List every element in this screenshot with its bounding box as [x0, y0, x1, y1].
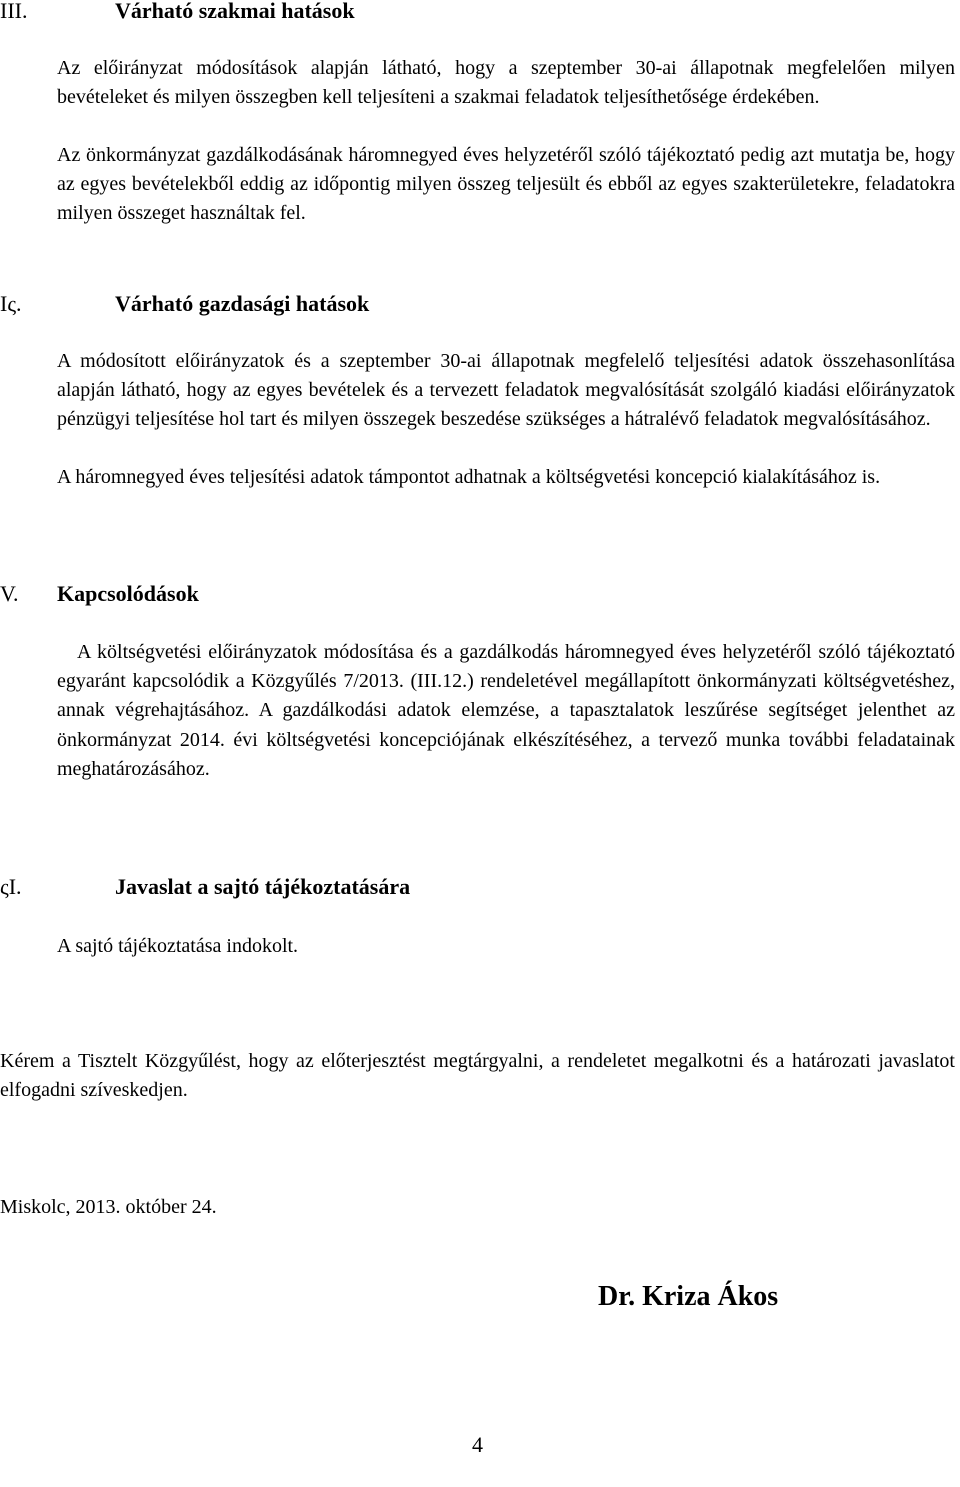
- section-number: V.: [0, 581, 19, 606]
- page-number: 4: [472, 1432, 483, 1457]
- paragraph: A költségvetési előirányzatok módosítása és a gazdálkodás háromnegyed éves helyzetéről szóló tájékoztató egyaránt kapcsolódik a Közgyűlés 7/2013. (III.12.) rendeletével megállapított önkormányzati költségvetéshez, annak végrehajtásához. A gazdálkodási adatok elemzése, a tapasztalatok leszűrése segítséget jelenthet az önkormányzat 2014. évi költségvetési koncepciójának elkészítéséhez, a tervező munka további feladatainak meghatározásához.: [57, 641, 955, 780]
- section-number: ςI.: [0, 874, 22, 899]
- section-title: Kapcsolódások: [57, 581, 199, 606]
- section-number: III.: [0, 0, 28, 23]
- section-number: Iς.: [0, 291, 22, 316]
- paragraph: A háromnegyed éves teljesítési adatok támpontot adhatnak a költségvetési koncepció kialakításához is.: [57, 466, 881, 488]
- paragraph: A módosított előirányzatok és a szeptember 30-ai állapotnak megfelelő teljesítési adatok összehasonlítása alapján látható, hogy az egyes bevételek és a tervezett feladatok megvalósítását szolgáló kiadási előirányzatok pénzügyi teljesítése hol tart és milyen összegek beszedése szükséges a hátralévő feladatok megvalósításához.: [57, 350, 955, 431]
- section-title: Javaslat a sajtó tájékoztatására: [115, 874, 411, 899]
- place-date: Miskolc, 2013. október 24.: [0, 1196, 217, 1218]
- signature-name: Dr. Kriza Ákos: [598, 1281, 779, 1312]
- closing-request: Kérem a Tisztelt Közgyűlést, hogy az előterjesztést megtárgyalni, a rendeletet megalkotni és a határozati javaslatot elfogadni szíveskedjen.: [0, 1050, 955, 1102]
- paragraph: Az előirányzat módosítások alapján látható, hogy a szeptember 30-ai állapotnak megfelelően milyen bevételeket és milyen összegben kell teljesíteni a szakmai feladatok teljesíthetősége érdekében.: [57, 57, 955, 109]
- section-title: Várható gazdasági hatások: [115, 291, 370, 316]
- paragraph: Az önkormányzat gazdálkodásának háromnegyed éves helyzetéről szóló tájékoztató pedig azt mutatja be, hogy az egyes bevételekből eddig az időpontig milyen összeg teljesült és ebből az egyes szakterületekre, feladatokra milyen összeget használtak fel.: [57, 144, 955, 225]
- paragraph: A sajtó tájékoztatása indokolt.: [57, 935, 299, 957]
- section-title: Várható szakmai hatások: [115, 0, 355, 23]
